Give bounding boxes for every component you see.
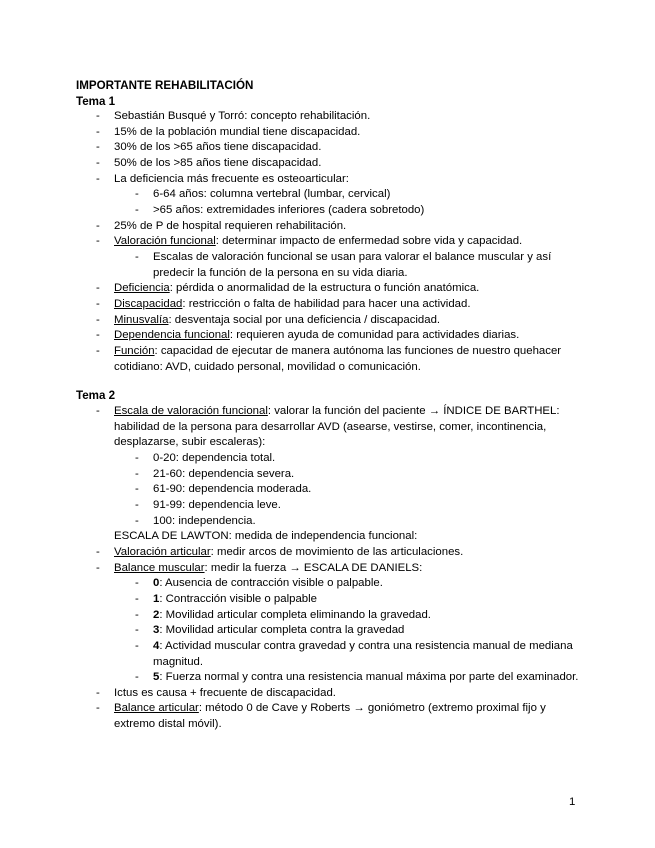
list-item-text: Ictus es causa + frecuente de discapacidad. — [114, 686, 336, 699]
list-item — [76, 297, 586, 313]
list-item — [76, 514, 586, 530]
list-item-text: : medir la fuerza → ESCALA DE DANIELS: — [204, 561, 423, 574]
list-item-grade: 4 — [153, 639, 160, 652]
list-item — [76, 451, 586, 467]
list-item — [76, 281, 586, 297]
list-item — [76, 187, 586, 203]
list-item-text: >65 años: extremidades inferiores (cadera sobretodo) — [153, 203, 425, 216]
list-item — [76, 561, 586, 577]
list-item-text: : pérdida o anormalidad de la estructura o función anatómica. — [169, 282, 480, 295]
list-item-term: Función — [114, 344, 155, 357]
list-item — [76, 482, 586, 498]
tema-2-list — [76, 404, 586, 733]
list-item-term: Balance muscular — [114, 561, 205, 574]
list-item-text: : capacidad de ejecutar de manera autónoma las funciones de nuestro quehacer cotidiano: AVD, cuidado personal, movilidad o comunicación. — [114, 344, 562, 373]
list-item-text: : Movilidad articular completa contra la gravedad — [159, 624, 405, 637]
list-item-term: Minusvalía — [114, 313, 169, 326]
document-title: IMPORTANTE REHABILITACIÓN — [76, 79, 254, 92]
section-heading-tema-1: Tema 1 — [76, 95, 116, 108]
list-item-text: Escalas de valoración funcional se usan para valorar el balance muscular y así predecir la función de la persona en su vida diaria. — [153, 250, 552, 279]
list-item-text: : Fuerza normal y contra una resistencia manual máxima por parte del examinador. — [159, 671, 579, 684]
list-item-text: : determinar impacto de enfermedad sobre vida y capacidad. — [215, 235, 523, 248]
list-item — [76, 250, 586, 281]
list-item-text: Sebastián Busqué y Torró: concepto rehabilitación. — [114, 110, 371, 122]
list-item-text: 30% de los >65 años tiene discapacidad. — [114, 141, 322, 154]
list-item — [76, 498, 586, 514]
list-item — [76, 172, 586, 188]
list-item-text: 21-60: dependencia severa. — [153, 467, 295, 480]
list-item-grade: 5 — [153, 671, 160, 684]
list-item — [76, 576, 586, 592]
list-item — [76, 639, 586, 670]
list-item-term: Discapacidad — [114, 297, 183, 310]
list-item-text: 6-64 años: columna vertebral (lumbar, cervical) — [153, 188, 391, 201]
list-item — [76, 156, 586, 172]
list-item — [76, 529, 586, 545]
list-item — [76, 686, 586, 702]
list-item-grade: 0 — [153, 577, 160, 590]
list-item — [76, 545, 586, 561]
list-item-text: : desventaja social por una deficiencia / discapacidad. — [168, 313, 441, 326]
list-item — [76, 467, 586, 483]
list-item-text: 0-20: dependencia total. — [153, 451, 276, 464]
list-item — [76, 670, 586, 686]
list-item — [76, 608, 586, 624]
section-heading-tema-2: Tema 2 — [76, 389, 116, 402]
list-item-text: : Movilidad articular completa eliminando la gravedad. — [159, 608, 431, 621]
list-item-text: : Contracción visible o palpable — [159, 592, 318, 605]
list-item-text: 61-90: dependencia moderada. — [153, 483, 312, 496]
list-item — [76, 701, 586, 732]
list-item-term: Escala de valoración funcional — [114, 405, 268, 417]
list-item-text: : Actividad muscular contra gravedad y contra una resistencia manual de mediana magnitud. — [153, 639, 573, 668]
list-item-text: : método 0 de Cave y Roberts → goniómetro (extremo proximal fijo y extremo distal móvil). — [114, 702, 546, 731]
list-item-term: Dependencia funcional — [114, 329, 230, 342]
list-item — [76, 203, 586, 219]
page-number: 1 — [569, 796, 576, 808]
list-item — [76, 313, 586, 329]
list-item-text: : requieren ayuda de comunidad para actividades diarias. — [229, 329, 520, 342]
list-item-text: La deficiencia más frecuente es osteoarticular: — [114, 172, 349, 185]
list-item — [76, 234, 586, 250]
list-item-term: Valoración articular — [114, 545, 211, 558]
list-item — [76, 140, 586, 156]
list-item-text: 50% de los >85 años tiene discapacidad. — [114, 156, 322, 169]
list-item-text: : Ausencia de contracción visible o palpable. — [159, 577, 383, 590]
list-item-text: 25% de P de hospital requieren rehabilitación. — [114, 219, 347, 232]
list-item — [76, 328, 586, 344]
list-item-term: Balance articular — [114, 702, 199, 715]
list-item — [76, 344, 586, 375]
list-item-text: 15% de la población mundial tiene discapacidad. — [114, 125, 361, 138]
list-item — [76, 404, 586, 451]
list-item-text: 91-99: dependencia leve. — [153, 498, 281, 511]
list-item — [76, 623, 586, 639]
list-item-grade: 2 — [153, 608, 160, 621]
list-item-text: : valorar la función del paciente → ÍNDICE DE BARTHEL: habilidad de la persona para desarrollar AVD (asearse, vestirse, comer, incontinencia, desplazarse, subir escaleras): — [114, 405, 560, 449]
list-item-term: Valoración funcional — [114, 235, 216, 248]
list-item-text: : restricción o falta de habilidad para hacer una actividad. — [182, 297, 471, 310]
list-item-text: : medir arcos de movimiento de las articulaciones. — [210, 545, 464, 558]
list-item-text: ESCALA DE LAWTON: medida de independencia funcional: — [114, 530, 418, 543]
list-item-term: Deficiencia — [114, 282, 170, 295]
tema-1-list — [76, 109, 586, 375]
list-item-grade: 1 — [153, 592, 160, 605]
list-item — [76, 109, 586, 125]
list-item — [76, 219, 586, 235]
list-item-text: 100: independencia. — [153, 514, 256, 527]
list-item-grade: 3 — [153, 624, 160, 637]
list-item — [76, 125, 586, 141]
list-item — [76, 592, 586, 608]
